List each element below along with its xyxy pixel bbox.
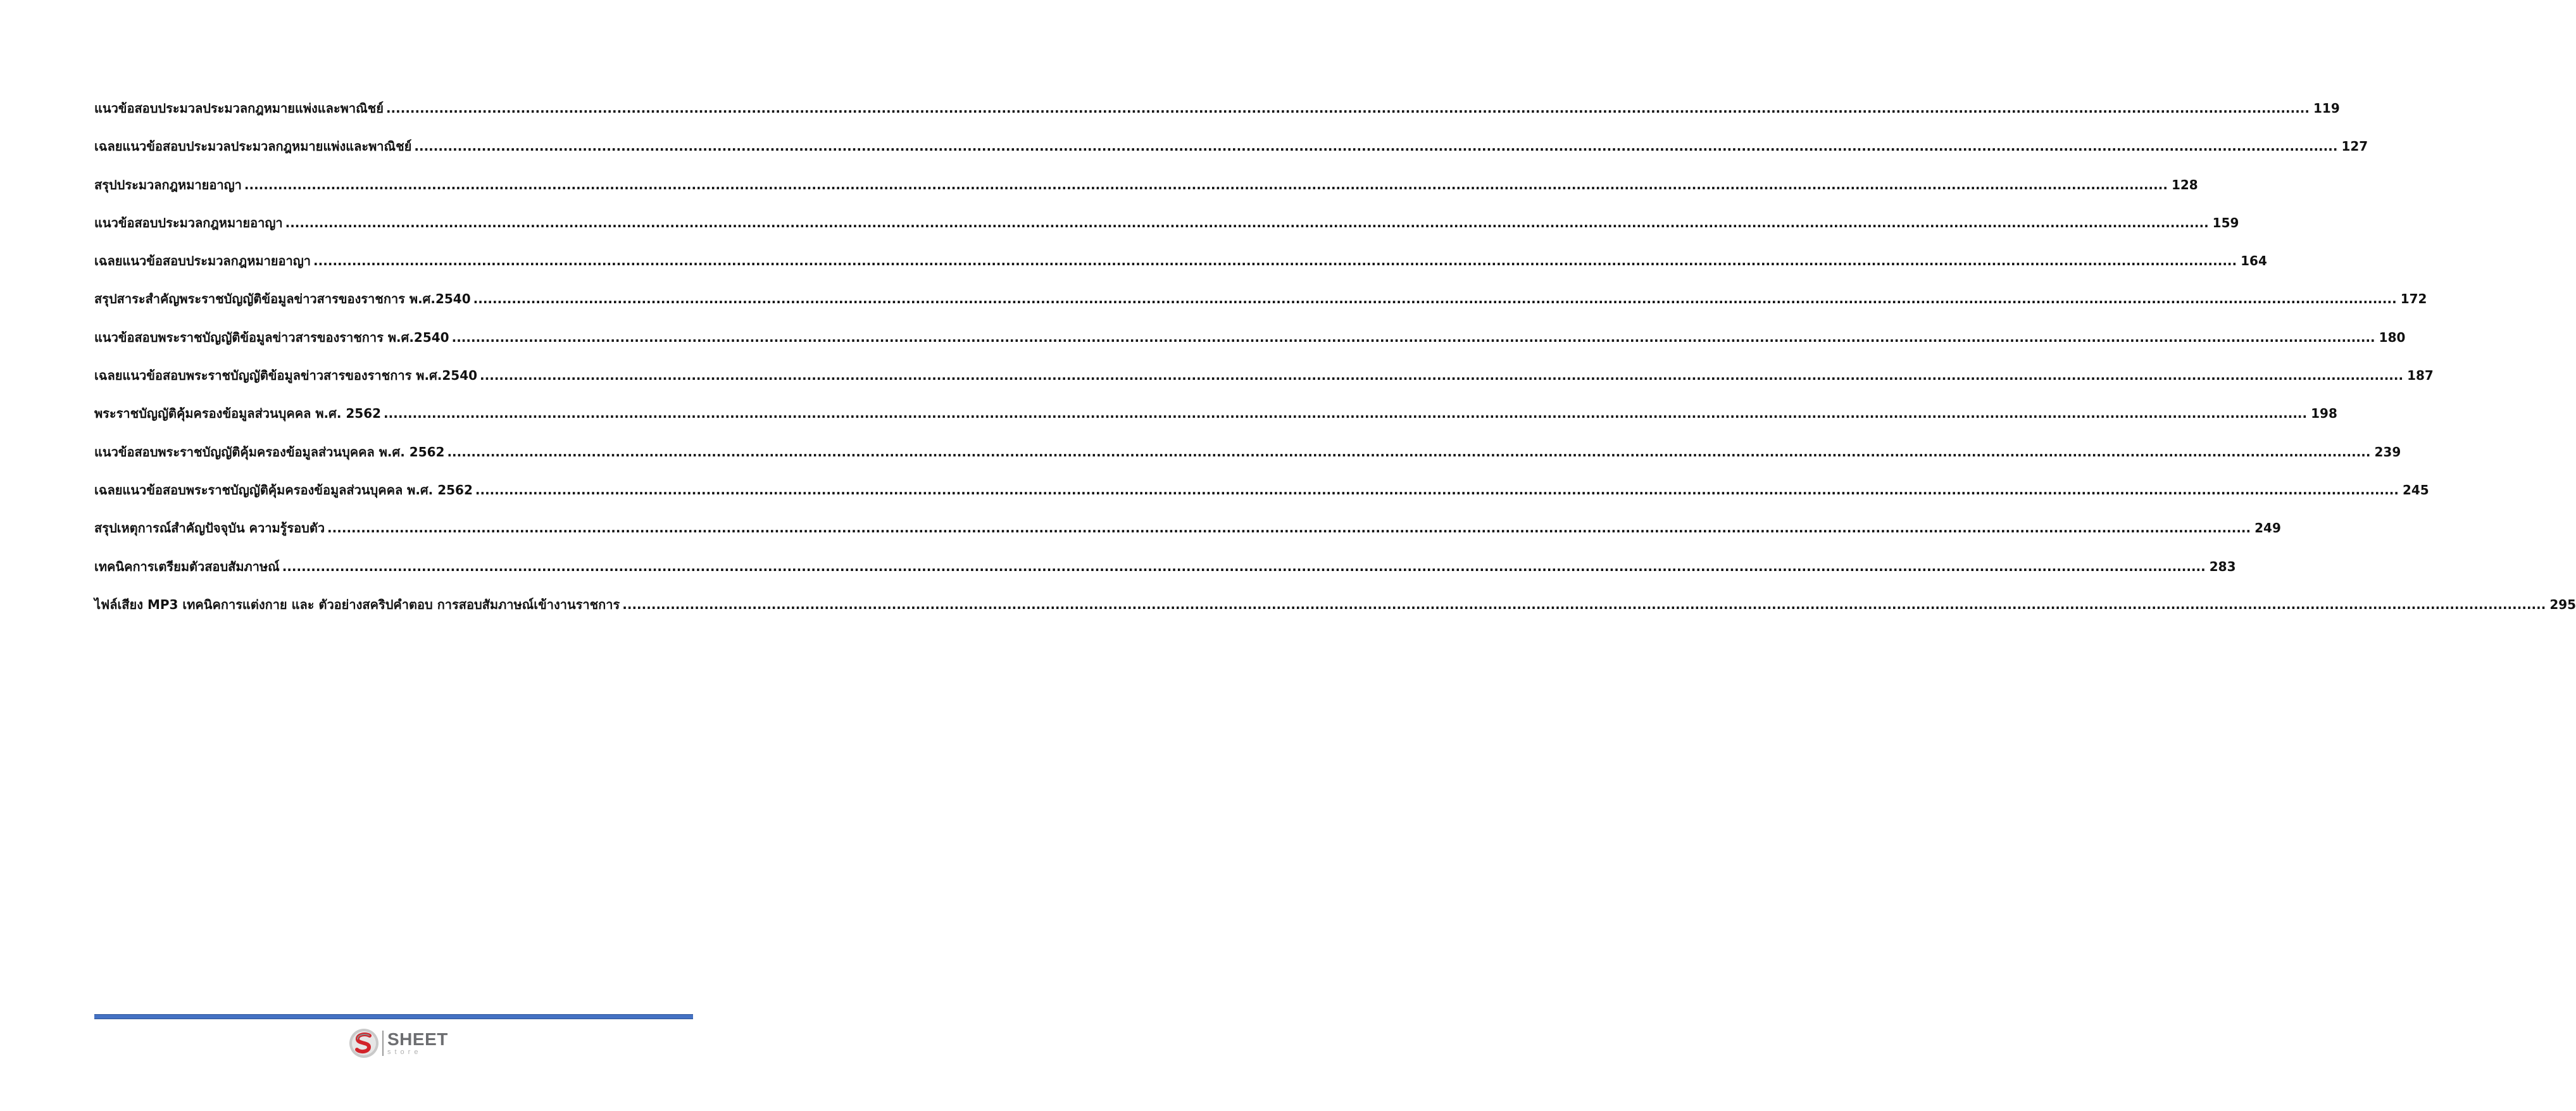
- toc-entry-page: 180: [2379, 329, 2406, 345]
- toc-dot-leader: ................................................................................................................................................................................................................................................................................................................................................................................................................: [313, 253, 2237, 269]
- toc-entry-title: เฉลยแนวข้อสอบพระราชบัญญัติคุ้มครองข้อมูลส่วนบุคคล พ.ศ. 2562: [94, 482, 473, 498]
- toc-entry[interactable]: [94, 213, 2239, 251]
- toc-entry-title: สรุปสาระสำคัญพระราชบัญญัติข้อมูลข่าวสารของราชการ พ.ศ.2540: [94, 291, 471, 307]
- toc-entry-page: 127: [2341, 139, 2368, 154]
- toc-entry-title: แนวข้อสอบพระราชบัญญัติข้อมูลข่าวสารของราชการ พ.ศ.2540: [94, 329, 449, 345]
- sheet-store-logo-icon: [348, 1027, 380, 1059]
- toc-dot-leader: ................................................................................................................................................................................................................................................................................................................................................................................................................: [282, 558, 2206, 574]
- toc-dot-leader: ................................................................................................................................................................................................................................................................................................................................................................................................................: [414, 139, 2338, 154]
- toc-entry[interactable]: [94, 289, 2427, 327]
- table-of-contents: [94, 98, 2576, 632]
- sheet-store-logo: [348, 1027, 456, 1060]
- toc-entry[interactable]: [94, 327, 2406, 365]
- logo-word: SHEET: [387, 1029, 448, 1049]
- toc-entry[interactable]: [94, 98, 2340, 136]
- toc-entry-page: 119: [2313, 101, 2340, 116]
- toc-entry-page: 283: [2209, 558, 2236, 574]
- toc-entry-title: เทคนิคการเตรียมตัวสอบสัมภาษณ์: [94, 558, 280, 574]
- toc-entry[interactable]: [94, 403, 2337, 441]
- logo-text: [387, 1031, 448, 1056]
- toc-entry[interactable]: [94, 251, 2267, 289]
- toc-entry-title: พระราชบัญญัติคุ้มครองข้อมูลส่วนบุคคล พ.ศ. 2562: [94, 406, 382, 422]
- footer-divider-line: [94, 1014, 693, 1019]
- toc-entry-title: แนวข้อสอบประมวลประมวลกฎหมายแพ่งและพาณิชย์: [94, 101, 384, 116]
- toc-dot-leader: ................................................................................................................................................................................................................................................................................................................................................................................................................: [447, 444, 2371, 460]
- toc-entry[interactable]: [94, 442, 2401, 480]
- toc-entry[interactable]: [94, 136, 2368, 174]
- toc-dot-leader: ................................................................................................................................................................................................................................................................................................................................................................................................................: [475, 482, 2399, 498]
- toc-entry-title: แนวข้อสอบประมวลกฎหมายอาญา: [94, 215, 283, 230]
- toc-entry-page: 295: [2549, 596, 2576, 612]
- toc-entry[interactable]: [94, 480, 2429, 518]
- toc-dot-leader: ................................................................................................................................................................................................................................................................................................................................................................................................................: [622, 596, 2546, 612]
- toc-entry-title: เฉลยแนวข้อสอบพระราชบัญญัติข้อมูลข่าวสารของราชการ พ.ศ.2540: [94, 368, 478, 384]
- toc-dot-leader: ................................................................................................................................................................................................................................................................................................................................................................................................................: [480, 368, 2404, 384]
- logo-subtitle: store: [387, 1048, 422, 1056]
- toc-entry[interactable]: [94, 594, 2576, 632]
- toc-entry-page: 249: [2254, 520, 2281, 536]
- toc-entry-page: 245: [2402, 482, 2429, 498]
- toc-dot-leader: ................................................................................................................................................................................................................................................................................................................................................................................................................: [473, 291, 2397, 307]
- toc-dot-leader: ................................................................................................................................................................................................................................................................................................................................................................................................................: [384, 406, 2308, 422]
- toc-entry-page: 198: [2311, 406, 2337, 422]
- toc-entry[interactable]: [94, 556, 2236, 594]
- toc-dot-leader: ................................................................................................................................................................................................................................................................................................................................................................................................................: [385, 101, 2310, 116]
- toc-entry-title: แนวข้อสอบพระราชบัญญัติคุ้มครองข้อมูลส่วนบุคคล พ.ศ. 2562: [94, 444, 445, 460]
- toc-entry[interactable]: [94, 175, 2198, 213]
- toc-entry-title: สรุปประมวลกฎหมายอาญา: [94, 177, 242, 192]
- toc-dot-leader: ................................................................................................................................................................................................................................................................................................................................................................................................................: [244, 177, 2168, 192]
- toc-entry[interactable]: [94, 365, 2434, 403]
- toc-entry-page: 164: [2241, 253, 2267, 269]
- logo-divider: [382, 1031, 384, 1056]
- toc-entry-page: 172: [2400, 291, 2427, 307]
- toc-entry-page: 159: [2212, 215, 2239, 230]
- toc-dot-leader: ................................................................................................................................................................................................................................................................................................................................................................................................................: [285, 215, 2209, 230]
- toc-entry[interactable]: [94, 518, 2281, 556]
- toc-entry-page: 128: [2171, 177, 2198, 192]
- toc-entry-title: สรุปเหตุการณ์สำคัญปัจจุบัน ความรู้รอบตัว: [94, 520, 325, 536]
- toc-entry-page: 239: [2374, 444, 2401, 460]
- toc-dot-leader: ................................................................................................................................................................................................................................................................................................................................................................................................................: [451, 329, 2375, 345]
- toc-entry-title: เฉลยแนวข้อสอบประมวลประมวลกฎหมายแพ่งและพาณิชย์: [94, 139, 412, 154]
- toc-entry-title: เฉลยแนวข้อสอบประมวลกฎหมายอาญา: [94, 253, 311, 269]
- toc-dot-leader: ................................................................................................................................................................................................................................................................................................................................................................................................................: [327, 520, 2251, 536]
- toc-entry-page: 187: [2407, 368, 2434, 384]
- toc-entry-title: ไฟล์เสียง MP3 เทคนิคการแต่งกาย และ ตัวอย่างสคริปคำตอบ การสอบสัมภาษณ์เข้างานราชการ: [94, 596, 620, 612]
